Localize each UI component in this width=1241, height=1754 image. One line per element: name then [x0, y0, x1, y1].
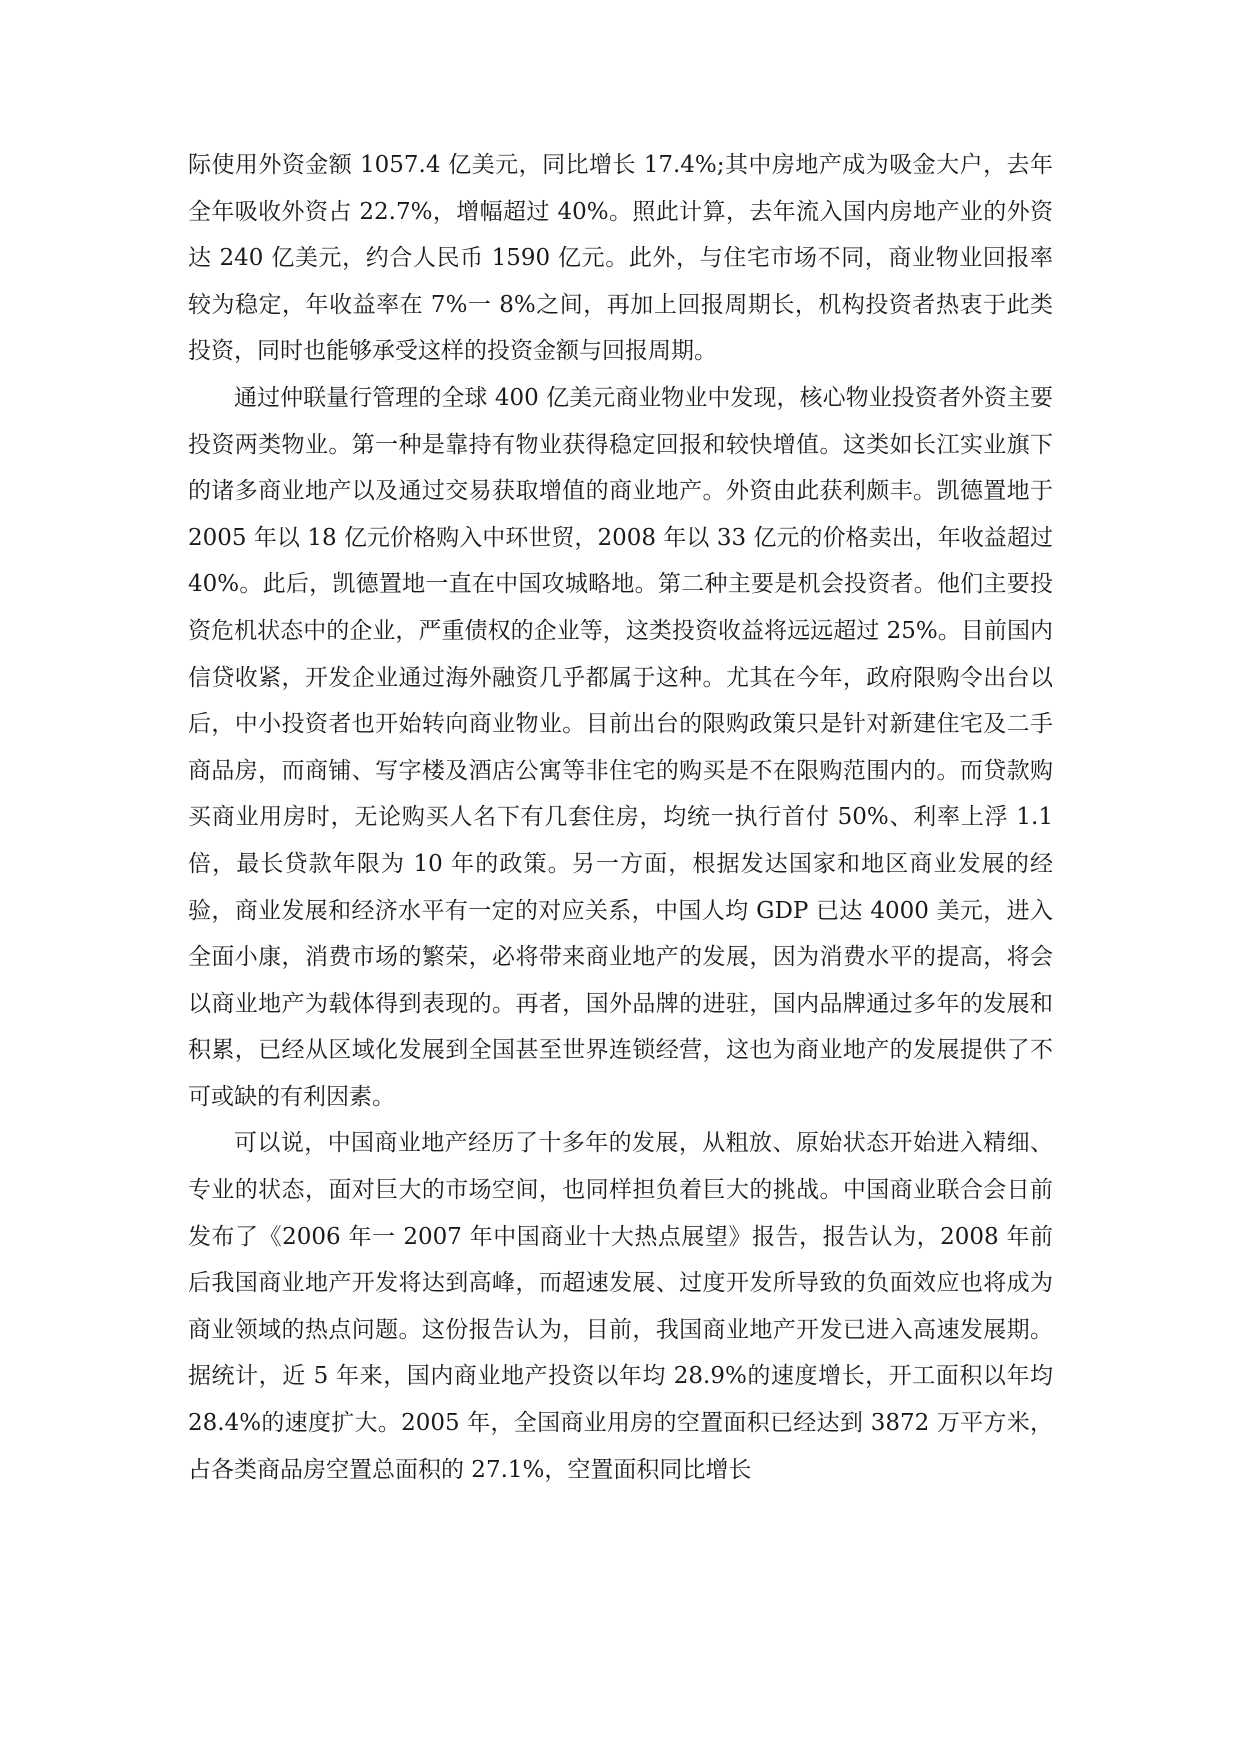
- paragraph-2: 通过仲联量行管理的全球 400 亿美元商业物业中发现，核心物业投资者外资主要投资两类物业。第一种是靠持有物业获得稳定回报和较快增值。这类如长江实业旗下的诸多商业地产以及通过交易获取增值的商业地产。外资由此获利颇丰。凯德置地于 2005 年以 18 亿元价格购入中环世贸，2008 年以 33 亿元的价格卖出，年收益超过 40%。此后，凯德置地一直在中国攻城略地。第二种主要是机会投资者。他们主要投资危机状态中的企业，严重债权的企业等，这类投资收益将远远超过 25%。目前国内信贷收紧，开发企业通过海外融资几乎都属于这种。尤其在今年，政府限购令出台以后，中小投资者也开始转向商业物业。目前出台的限购政策只是针对新建住宅及二手商品房，而商铺、写字楼及酒店公寓等非住宅的购买是不在限购范围内的。而贷款购买商业用房时，无论购买人名下有几套住房，均统一执行首付 50%、利率上浮 1.1 倍，最长贷款年限为 10 年的政策。另一方面，根据发达国家和地区商业发展的经验，商业发展和经济水平有一定的对应关系，中国人均 GDP 已达 4000 美元，进入全面小康，消费市场的繁荣，必将带来商业地产的发展，因为消费水平的提高，将会以商业地产为载体得到表现的。再者，国外品牌的进驻，国内品牌通过多年的发展和积累，已经从区域化发展到全国甚至世界连锁经营，这也为商业地产的发展提供了不可或缺的有利因素。: [188, 384, 1053, 1110]
- paragraph-3: 可以说，中国商业地产经历了十多年的发展，从粗放、原始状态开始进入精细、专业的状态，面对巨大的市场空间，也同样担负着巨大的挑战。中国商业联合会日前发布了《2006 年一 2007 年中国商业十大热点展望》报告，报告认为，2008 年前后我国商业地产开发将达到高峰，而超速发展、过度开发所导致的负面效应也将成为商业领域的热点问题。这份报告认为，目前，我国商业地产开发已进入高速发展期。据统计，近 5 年来，国内商业地产投资以年均 28.9%的速度增长，开工面积以年均 28.4%的速度扩大。2005 年，全国商业用房的空置面积已经达到 3872 万平方米，占各类商品房空置总面积的 27.1%，空置面积同比增长: [188, 1130, 1053, 1483]
- body-text: [188, 142, 1053, 1493]
- paragraph-1: 际使用外资金额 1057.4 亿美元，同比增长 17.4%;其中房地产成为吸金大户，去年全年吸收外资占 22.7%，增幅超过 40%。照此计算，去年流入国内房地产业的外资达 240 亿美元，约合人民币 1590 亿元。此外，与住宅市场不同，商业物业回报率较为稳定，年收益率在 7%一 8%之间，再加上回报周期长，机构投资者热衷于此类投资，同时也能够承受这样的投资金额与回报周期。: [188, 152, 1053, 365]
